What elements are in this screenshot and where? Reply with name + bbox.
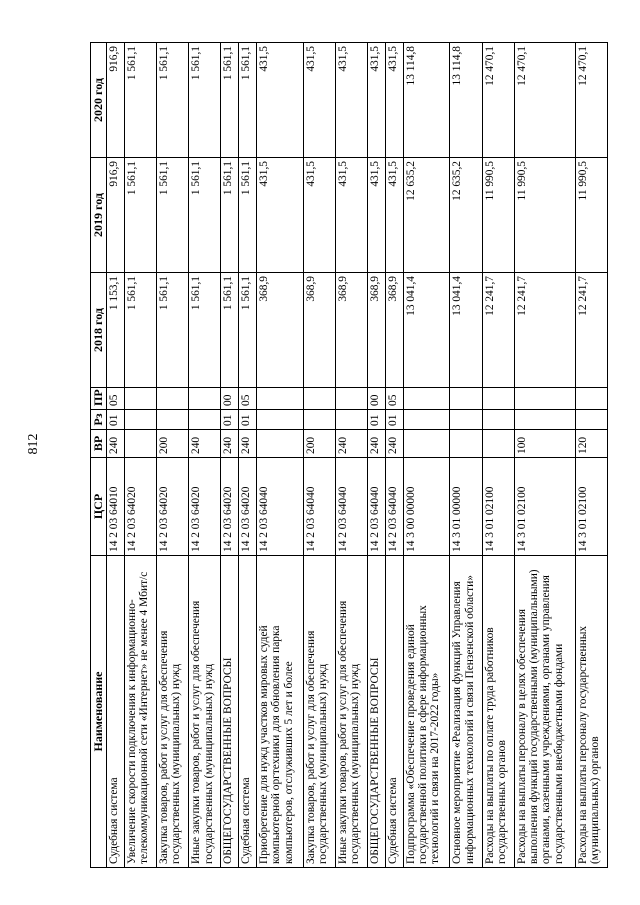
cell-name: Основное мероприятие «Реализация функций Управления информационных технологий и связи Пензенской области» — [450, 556, 482, 868]
cell-pr — [257, 388, 304, 410]
cell-y2020: 1 561,1 — [239, 43, 257, 158]
cell-vr: 120 — [575, 430, 607, 458]
cell-pr — [482, 388, 514, 410]
cell-y2020: 13 114,8 — [450, 43, 482, 158]
cell-vr: 240 — [368, 430, 386, 458]
header-2019: 2019 год — [91, 158, 107, 273]
cell-vr — [124, 430, 156, 458]
cell-rz — [303, 410, 335, 430]
table-row — [239, 43, 257, 868]
cell-y2020: 431,5 — [385, 43, 403, 158]
cell-name: Закупка товаров, работ и услуг для обеспечения государственных (муниципальных) нужд — [303, 556, 335, 868]
cell-name: Расходы на выплаты персоналу в целях обеспечения выполнения функций государственными (муниципальными) органами, казенными учреждениями, органами управления государственными внебюджетными фондами — [514, 556, 575, 868]
cell-csr: 14 2 03 64020 — [221, 458, 239, 556]
cell-vr: 200 — [157, 430, 189, 458]
table-row — [575, 43, 607, 868]
header-rz: Рз — [91, 410, 107, 430]
cell-pr — [335, 388, 367, 410]
table-row — [482, 43, 514, 868]
cell-rz — [403, 410, 450, 430]
cell-name: Расходы на выплаты по оплате труда работников государственных органов — [482, 556, 514, 868]
cell-vr: 240 — [189, 430, 221, 458]
cell-y2019: 12 635,2 — [403, 158, 450, 273]
cell-y2019: 11 990,5 — [575, 158, 607, 273]
cell-csr: 14 2 03 64040 — [335, 458, 367, 556]
cell-pr — [514, 388, 575, 410]
cell-y2018: 368,9 — [335, 273, 367, 388]
cell-rz — [257, 410, 304, 430]
cell-pr: 05 — [106, 388, 124, 410]
cell-pr: 00 — [368, 388, 386, 410]
cell-y2020: 1 561,1 — [124, 43, 156, 158]
cell-vr: 240 — [106, 430, 124, 458]
cell-rz — [189, 410, 221, 430]
cell-y2019: 431,5 — [335, 158, 367, 273]
header-name: Наименование — [91, 556, 107, 868]
cell-y2020: 431,5 — [335, 43, 367, 158]
cell-csr: 14 3 01 02100 — [514, 458, 575, 556]
table-row — [189, 43, 221, 868]
cell-csr: 14 2 03 64010 — [106, 458, 124, 556]
cell-name: Расходы на выплаты персоналу государственных (муниципальных) органов — [575, 556, 607, 868]
cell-y2018: 1 561,1 — [189, 273, 221, 388]
cell-csr: 14 3 01 02100 — [575, 458, 607, 556]
table-row — [157, 43, 189, 868]
cell-vr — [482, 430, 514, 458]
cell-vr: 100 — [514, 430, 575, 458]
cell-y2020: 431,5 — [303, 43, 335, 158]
cell-y2019: 12 635,2 — [450, 158, 482, 273]
cell-y2019: 431,5 — [257, 158, 304, 273]
cell-rz: 01 — [368, 410, 386, 430]
cell-y2018: 368,9 — [303, 273, 335, 388]
cell-pr — [124, 388, 156, 410]
cell-rz — [575, 410, 607, 430]
cell-y2020: 431,5 — [368, 43, 386, 158]
cell-vr — [403, 430, 450, 458]
cell-name: Закупка товаров, работ и услуг для обеспечения государственных (муниципальных) нужд — [157, 556, 189, 868]
cell-y2018: 12 241,7 — [514, 273, 575, 388]
cell-rz — [335, 410, 367, 430]
cell-pr — [450, 388, 482, 410]
table-row — [303, 43, 335, 868]
cell-y2019: 431,5 — [368, 158, 386, 273]
header-vr: ВР — [91, 430, 107, 458]
cell-csr: 14 2 03 64020 — [239, 458, 257, 556]
cell-name: Судебная система — [106, 556, 124, 868]
cell-vr — [257, 430, 304, 458]
cell-y2020: 431,5 — [257, 43, 304, 158]
cell-y2018: 368,9 — [385, 273, 403, 388]
cell-rz: 01 — [106, 410, 124, 430]
table-row — [257, 43, 304, 868]
cell-y2019: 431,5 — [303, 158, 335, 273]
cell-y2020: 12 470,1 — [575, 43, 607, 158]
cell-y2020: 12 470,1 — [514, 43, 575, 158]
cell-y2018: 1 561,1 — [124, 273, 156, 388]
cell-y2019: 1 561,1 — [221, 158, 239, 273]
table-row — [385, 43, 403, 868]
cell-name: Приобретение для нужд участков мировых судей компьютерной оргтехники для обновления парка компьютеров, отслуживших 5 лет и более — [257, 556, 304, 868]
cell-y2018: 368,9 — [368, 273, 386, 388]
cell-csr: 14 2 03 64040 — [257, 458, 304, 556]
table-row — [221, 43, 239, 868]
cell-pr: 05 — [239, 388, 257, 410]
cell-name: ОБЩЕГОСУДАРСТВЕННЫЕ ВОПРОСЫ — [368, 556, 386, 868]
cell-rz: 01 — [385, 410, 403, 430]
cell-y2018: 13 041,4 — [450, 273, 482, 388]
cell-rz — [157, 410, 189, 430]
cell-pr — [575, 388, 607, 410]
cell-y2019: 1 561,1 — [124, 158, 156, 273]
cell-name: Подпрограмма «Обеспечение проведения единой государственной политики в сфере информационных технологий и связи на 2017-2022 годы» — [403, 556, 450, 868]
table-row — [514, 43, 575, 868]
cell-y2018: 12 241,7 — [482, 273, 514, 388]
cell-pr — [157, 388, 189, 410]
cell-pr: 00 — [221, 388, 239, 410]
cell-pr — [403, 388, 450, 410]
cell-y2019: 1 561,1 — [157, 158, 189, 273]
cell-rz — [514, 410, 575, 430]
cell-csr: 14 3 01 00000 — [450, 458, 482, 556]
header-2018: 2018 год — [91, 273, 107, 388]
budget-table — [90, 42, 608, 868]
cell-y2018: 1 561,1 — [157, 273, 189, 388]
cell-y2018: 13 041,4 — [403, 273, 450, 388]
page-number: 812 — [26, 433, 41, 455]
cell-y2018: 1 561,1 — [239, 273, 257, 388]
cell-name: Иные закупки товаров, работ и услуг для обеспечения государственных (муниципальных) нужд — [189, 556, 221, 868]
cell-y2020: 1 561,1 — [189, 43, 221, 158]
table-row — [335, 43, 367, 868]
cell-rz — [124, 410, 156, 430]
cell-name: Судебная система — [239, 556, 257, 868]
cell-y2019: 431,5 — [385, 158, 403, 273]
cell-y2019: 1 561,1 — [189, 158, 221, 273]
cell-vr: 240 — [221, 430, 239, 458]
cell-y2020: 13 114,8 — [403, 43, 450, 158]
cell-y2020: 916,9 — [106, 43, 124, 158]
table-row — [368, 43, 386, 868]
cell-pr — [303, 388, 335, 410]
cell-y2018: 1 561,1 — [221, 273, 239, 388]
header-2020: 2020 год — [91, 43, 107, 158]
header-csr: ЦСР — [91, 458, 107, 556]
cell-csr: 14 2 03 64020 — [124, 458, 156, 556]
cell-rz — [482, 410, 514, 430]
cell-name: Иные закупки товаров, работ и услуг для обеспечения государственных (муниципальных) нужд — [335, 556, 367, 868]
cell-pr — [189, 388, 221, 410]
cell-rz: 01 — [239, 410, 257, 430]
table-row — [450, 43, 482, 868]
cell-name: Судебная система — [385, 556, 403, 868]
table-row — [403, 43, 450, 868]
cell-y2019: 11 990,5 — [514, 158, 575, 273]
cell-name: Увеличение скорости подключения к информационно-телекоммуникационной сети «Интернет» не менее 4 Мбит/с — [124, 556, 156, 868]
cell-rz: 01 — [221, 410, 239, 430]
cell-y2018: 1 153,1 — [106, 273, 124, 388]
cell-csr: 14 2 03 64020 — [189, 458, 221, 556]
cell-csr: 14 3 00 00000 — [403, 458, 450, 556]
cell-csr: 14 2 03 64020 — [157, 458, 189, 556]
cell-vr: 240 — [335, 430, 367, 458]
cell-vr: 240 — [239, 430, 257, 458]
cell-y2019: 11 990,5 — [482, 158, 514, 273]
cell-y2020: 1 561,1 — [221, 43, 239, 158]
table-row — [124, 43, 156, 868]
table-body — [106, 43, 607, 868]
table-row — [106, 43, 124, 868]
cell-csr: 14 2 03 64040 — [303, 458, 335, 556]
cell-vr: 200 — [303, 430, 335, 458]
cell-rz — [450, 410, 482, 430]
cell-csr: 14 2 03 64040 — [368, 458, 386, 556]
table-header-row — [91, 43, 107, 868]
budget-table-container — [90, 42, 608, 868]
cell-y2018: 368,9 — [257, 273, 304, 388]
cell-y2018: 12 241,7 — [575, 273, 607, 388]
header-pr: ПР — [91, 388, 107, 410]
cell-csr: 14 2 03 64040 — [385, 458, 403, 556]
cell-csr: 14 3 01 02100 — [482, 458, 514, 556]
cell-y2020: 12 470,1 — [482, 43, 514, 158]
cell-y2020: 1 561,1 — [157, 43, 189, 158]
cell-y2019: 1 561,1 — [239, 158, 257, 273]
cell-vr — [450, 430, 482, 458]
cell-pr: 05 — [385, 388, 403, 410]
cell-y2019: 916,9 — [106, 158, 124, 273]
cell-name: ОБЩЕГОСУДАРСТВЕННЫЕ ВОПРОСЫ — [221, 556, 239, 868]
cell-vr: 240 — [385, 430, 403, 458]
